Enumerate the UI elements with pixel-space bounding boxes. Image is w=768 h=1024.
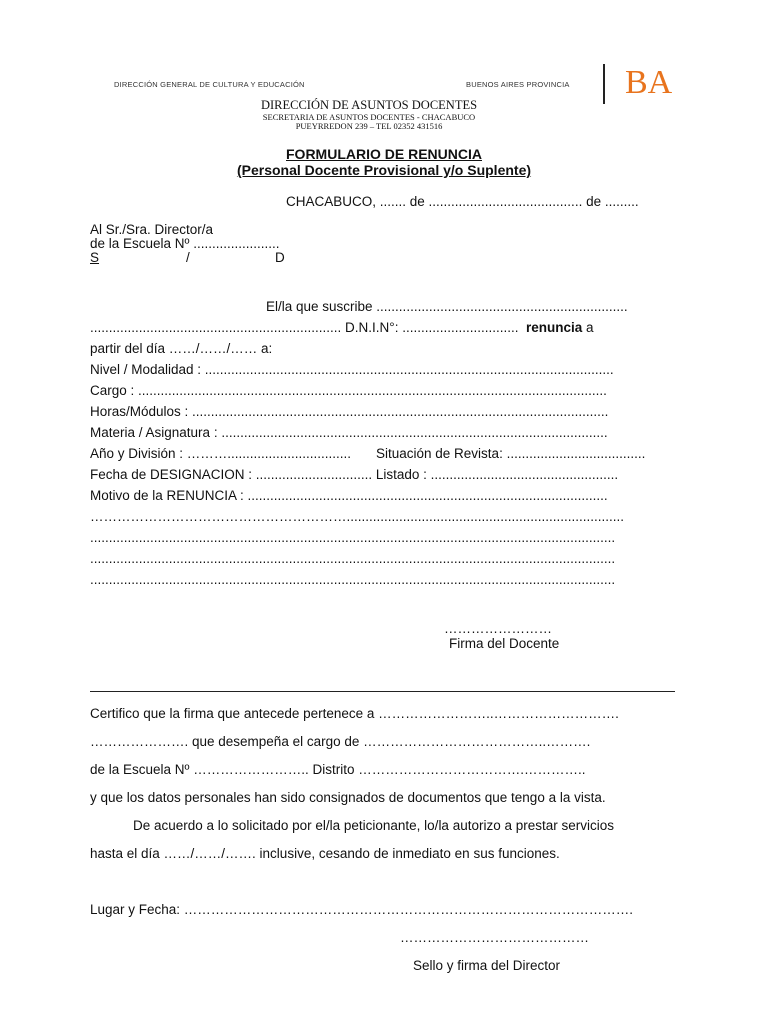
renuncia-a: a	[586, 320, 594, 335]
certify-line-4: y que los datos personales han sido consignados de documentos que tengo a la vista.	[90, 790, 606, 805]
certify-line-3: de la Escuela Nº …………………….. Distrito ……………………………….…………..	[90, 762, 586, 777]
certify-line-6: hasta el día ……/……/……. inclusive, cesando de inmediato en sus funciones.	[90, 846, 560, 861]
salutation-d: D	[275, 250, 285, 265]
address-line: PUEYRREDON 239 – TEL 02352 431516	[295, 121, 443, 131]
certify-line-2: …………………. que desempeña el cargo de …………………………………..……….	[90, 734, 591, 749]
header-left-org: DIRECCIÓN GENERAL DE CULTURA Y EDUCACIÓN	[114, 80, 305, 89]
section-divider	[90, 691, 675, 692]
addressee-line2: de la Escuela Nº .......................	[90, 236, 280, 251]
cargo-line: Cargo : .............................................................................................................................	[90, 383, 607, 398]
secretaria-line: SECRETARIA DE ASUNTOS DOCENTES - CHACABUCO	[262, 112, 476, 122]
suscribe-line: El/la que suscribe ...................................................................	[266, 299, 628, 314]
renuncia-word: renuncia	[526, 320, 583, 335]
motivo-dots-4: ............................................................................................................................................	[90, 572, 616, 587]
materia-line: Materia / Asignatura : .......................................................................................................	[90, 425, 608, 440]
motivo-line: Motivo de la RENUNCIA : ................................................................................................	[90, 488, 608, 503]
dni-line	[90, 320, 594, 335]
dni-text: ................................................................... D.N.I.N°: ...............................	[90, 320, 519, 335]
motivo-dots-2: ............................................................................................................................................	[90, 530, 616, 545]
form-subtitle: (Personal Docente Provisional y/o Suplente)	[236, 162, 532, 178]
ba-logo: BA	[625, 64, 673, 101]
motivo-dots-1: …………………………………………………..........................................................................	[90, 509, 625, 524]
fecha-designacion-line: Fecha de DESIGNACION : ............................... Listado : ..................................................	[90, 467, 619, 482]
docente-signature-label: Firma del Docente	[449, 636, 560, 651]
nivel-line: Nivel / Modalidad : .............................................................................................................	[90, 362, 614, 377]
lugar-fecha-line: Lugar y Fecha: ……………………………………………………………………………………….	[90, 902, 634, 917]
horas-line: Horas/Módulos : ...............................................................................................................	[90, 404, 609, 419]
motivo-dots-3: ............................................................................................................................................	[90, 551, 616, 566]
salutation-slash: /	[186, 250, 190, 265]
date-line: CHACABUCO, ....... de ......................................... de .........	[286, 194, 639, 209]
director-signature-dots: ……………………………………	[400, 930, 589, 945]
situacion-line: Situación de Revista: .....................................	[376, 446, 646, 461]
certify-line-1: Certifico que la firma que antecede pertenece a ……………………..……………………….	[90, 706, 619, 721]
docente-signature-dots: ……………………	[444, 621, 552, 636]
anio-line: Año y División : ……….................................	[90, 446, 352, 461]
salutation-s: S	[90, 250, 100, 265]
form-title: FORMULARIO DE RENUNCIA	[286, 146, 482, 162]
addressee-line1: Al Sr./Sra. Director/a	[90, 222, 214, 237]
dept-title: DIRECCIÓN DE ASUNTOS DOCENTES	[260, 98, 478, 112]
partir-line: partir del día ……/……/…… a:	[90, 341, 273, 356]
header-right-org: BUENOS AIRES PROVINCIA	[466, 80, 570, 89]
salutation-line	[90, 250, 286, 265]
director-signature-label: Sello y firma del Director	[413, 958, 561, 973]
certify-line-5: De acuerdo a lo solicitado por el/la peticionante, lo/la autorizo a prestar servicios	[133, 818, 615, 833]
